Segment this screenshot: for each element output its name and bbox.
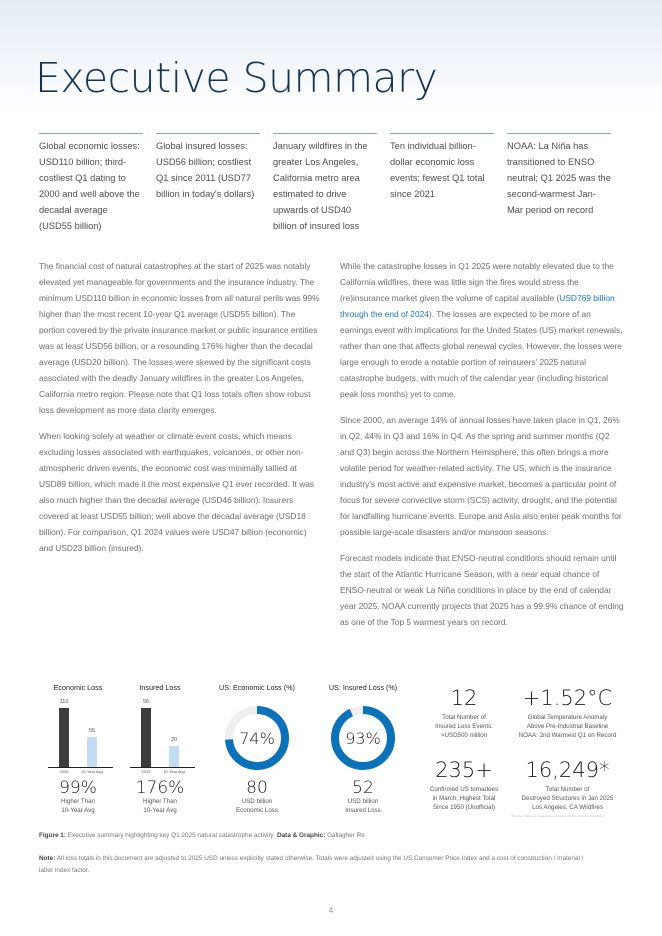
us-insured-loss-stat: 52 [352,778,374,798]
us-insured-loss-donut [329,704,397,772]
tornado-count: 235+ [435,758,493,782]
caption-line: Higher Than [143,798,177,805]
category-label: 10-Year Avg [163,769,185,774]
economic-loss-stat: 99% [59,778,97,798]
insured-events-caption [420,713,508,740]
caption-line: >USD500 million [440,732,488,739]
category-label: 2025 [141,769,151,774]
caption-line: Los Angeles, CA Wildfires [532,804,603,811]
caption-line: Insured Loss Events: [435,723,493,730]
caption-line: Destroyed Structures in Jan 2025 [521,795,614,802]
highlight-wildfires: January wildfires in the greater Los Angeles, California metro area estimated to drive upwards of USD40 billion of insured loss [273,133,377,234]
caption-line: Total Number of [442,714,486,721]
category-label: 10-Year Avg [81,769,103,774]
bar-value-label: 56 [142,699,150,705]
paragraph [340,258,624,402]
insured-events-count: 12 [450,686,478,710]
insured-loss-chart-title: Insured Loss [139,683,181,692]
us-insured-loss-donut-title: US: Insured Loss (%) [328,683,398,692]
key-highlights [39,133,629,234]
highlight-enso: NOAA: La Niña has transitioned to ENSO neutral; Q1 2025 was the second-warmest Jan-Mar period on record [507,133,611,234]
figure-credit-label: Data & Graphic: [277,832,326,839]
caption-line: Higher Than [61,798,95,805]
us-economic-loss-stat-caption [212,797,302,815]
highlight-billion-dollar-events: Ten individual billion-dollar economic loss events; fewest Q1 total since 2021 [390,133,494,234]
caption-line: Total Number of [545,786,590,793]
us-economic-loss-donut [223,704,291,772]
caption-line: 10-Year Avg [143,807,177,814]
caption-line: Global Temperature Anomaly [527,714,608,721]
note-text: All loss totals in this document are adjusted to 2025 USD unless explicitly stated otherwise. Totals were adjusted using the US Consumer Price Index and a cost of construction / material / labor index factor. [39,855,584,874]
insured-loss-stat: 176% [135,778,185,798]
us-economic-loss-stat: 80 [246,778,268,798]
caption-line: Economic Loss [236,807,278,814]
destroyed-structures-caption [510,785,625,812]
bar-value-label: 20 [170,737,178,743]
figure-caption [39,832,365,839]
body-column-left [39,258,322,566]
caption-line: USD billion [241,798,273,805]
economic-loss-bar-chart [48,699,113,767]
note-label: Note: [39,855,56,862]
figure-credit: Gallagher Re [325,832,365,839]
donut-percent-label: 93% [345,728,381,748]
insured-loss-stat-caption [124,797,196,815]
paragraph: When looking solely at weather or climate event costs, which means excluding losses associated with earthquakes, volcanoes, or other non-atmospheric driven events, the economic cost was minimally tallied at USD89 billion, which made it the most expensive Q1 ever recorded. It was also much higher than the decadal average (USD46 billion). Insurers covered at least USD55 billion; well above the decadal average (USD18 billion). For comparison, Q1 2024 values were USD47 billion (economic) and USD23 billion (insured). [39,431,315,553]
paragraph: Forecast models indicate that ENSO-neutral conditions should remain until the start of the Atlantic Hurricane Season, with a near equal chance of ENSO-neutral or weak La Niña conditions in place by the end of calendar year 2025. NOAA currently projects that 2025 has a 99.9% chance of ending as one of the Top 5 warmest years on record. [340,553,624,627]
note [39,853,599,877]
caption-line: USD billion [347,798,379,805]
paragraph: Since 2000, an average 14% of annual losses have taken place in Q1, 26% in Q2, 44% in Q3 and 16% in Q4. As the spring and summer months (Q2 and Q3) begin across the Northern Hemisphere, this often brings a more volatile period for weather-related activity. The US, which is the insurance industry's most active and expensive market, becomes a particular point of focus for severe convective storm (SCS) activity, drought, and the potential for landfalling hurricane events. Europe and Asia also enter peak months for possible large-scale disasters and/or monsoon seasons. [340,415,622,537]
bar-10-year-avg [169,746,179,767]
destroyed-structures-count: 16,249* [525,758,610,782]
caption-line: in March; Highest Total [432,795,496,802]
economic-loss-chart-title: Economic Loss [53,683,103,692]
figure-label: Figure 1: [39,832,66,839]
caption-line: Above Pre-Industrial Baseline [526,723,609,730]
bar-10-year-avg [87,737,97,767]
us-insured-loss-stat-caption [318,797,408,815]
page-number: 4 [328,906,334,915]
stats-source-note: *Source: California Department of Forestry & Fire Protection (CalFire) [511,814,604,818]
temperature-anomaly-caption [510,713,625,740]
bar-2025 [141,708,151,767]
x-axis [130,767,195,768]
paragraph-text: While the catastrophe losses in Q1 2025 were notably elevated due to the California wildfires, there was little sign the fires would stress the (re)insurance market given the volume of capital available ( [340,261,614,303]
category-label: 2025 [59,769,69,774]
temperature-anomaly: +1.52°C [522,686,613,710]
us-economic-loss-donut-title: US: Economic Loss (%) [219,683,295,692]
paragraph: The financial cost of natural catastrophes at the start of 2025 was notably elevated yet manageable for governments and the insurance industry. The minimum USD110 billion in economic losses from all natural perils was 99% higher than the most recent 10-year Q1 average (USD55 billion). The portion covered by the private insurance market or public insurance entities was at least USD56 billion, or a resounding 176% higher than the decadal average (USD20 billion). The losses were skewed by the significant costs associated with the deadly January wildfires in the greater Los Angeles, California metro region. Please note that Q1 loss totals often show robust loss development as more data clarity emerges. [39,261,320,415]
caption-line: Insured Loss [345,807,381,814]
economic-loss-stat-caption [42,797,114,815]
paragraph-text: ). The losses are expected to be more of an earnings event with implications for the United States (US) market renewals, rather than one that affects global renewal cycles. However, the losses were large enough to erode a notable portion of reinsurers' 2025 natural catastrophe budgets, with much of the calendar year (including historical peak loss months) yet to come. [340,309,623,399]
donut-percent-label: 74% [239,728,275,748]
caption-line: NOAA: 2nd Warmest Q1 on Record [518,732,617,739]
bar-2025 [59,708,69,767]
caption-line: Since 1950 (Unofficial) [432,804,496,811]
insured-loss-bar-chart [130,699,195,767]
body-column-right [340,258,624,640]
capital-link[interactable]: USD769 billion through the end of 2024 [340,293,615,319]
tornado-caption [420,785,508,812]
x-axis [48,767,113,768]
highlight-insured-losses: Global insured losses: USD56 billion; costliest Q1 since 2011 (USD77 billion in today's dollars) [156,133,260,234]
page-title: Executive Summary [35,54,438,102]
figure-text: Executive summary highlighting key Q1 2025 natural catastrophe activity [66,832,274,839]
bar-value-label: 55 [88,728,96,734]
highlight-economic-losses: Global economic losses: USD110 billion; third-costliest Q1 dating to 2000 and well above the decadal average (USD55 billion) [39,133,143,234]
bar-value-label: 110 [59,699,69,705]
caption-line: 10-Year Avg [61,807,95,814]
caption-line: Confirmed US tornadoes [429,786,499,793]
